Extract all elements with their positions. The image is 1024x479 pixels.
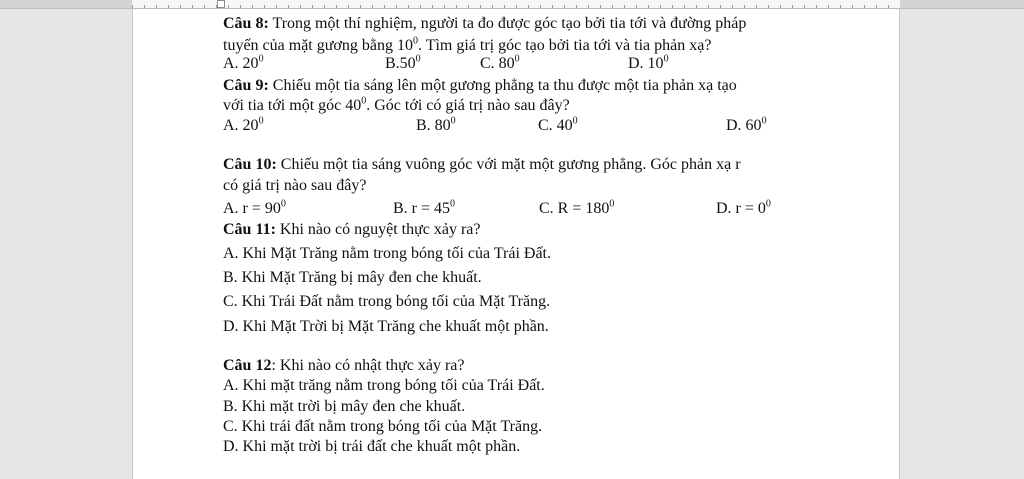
- question-12-option-a: A. Khi mặt trăng nằm trong bóng tối của Trái Đất.: [223, 377, 545, 394]
- question-9-line-1: [223, 76, 737, 95]
- question-11-line-1: [223, 220, 481, 239]
- question-9-text-1: Chiếu một tia sáng lên một gương phẳng ta thu được một tia phản xạ tạo: [268, 77, 737, 94]
- degree-sup: 0: [361, 95, 367, 107]
- question-10-option-a: A. $r = 90^0$: [223, 198, 286, 217]
- horizontal-ruler[interactable]: [0, 0, 1024, 9]
- question-10-option-d: D. $r = 0^0$: [716, 198, 771, 217]
- question-10-line-2: có giá trị nào sau đây?: [223, 177, 367, 194]
- question-9-line-2: [223, 96, 570, 115]
- question-11-option-b: B. Khi Mặt Trăng bị mây đen che khuất.: [223, 269, 482, 286]
- question-8-option-c: C. $80^0$: [480, 53, 520, 72]
- question-8-text-2a: tuyến của mặt gương bằng 10: [223, 37, 413, 54]
- question-11-text-1: Khi nào có nguyệt thực xảy ra?: [275, 221, 481, 238]
- question-12-line-1: [223, 356, 465, 375]
- question-8-line-2: [223, 36, 711, 55]
- question-8-option-a: A. $20^0$: [223, 53, 264, 72]
- question-10-option-b: B. $r = 45^0$: [393, 198, 456, 217]
- question-8-option-b: $B.50^0$: [385, 53, 421, 72]
- question-8-option-d: D. $10^0$: [628, 53, 669, 72]
- question-10-text-1: Chiếu một tia sáng vuông góc với mặt một gương phẳng. Góc phản xạ r: [276, 156, 741, 173]
- question-10-label: Câu 10:: [223, 156, 277, 173]
- question-9-option-d: D. $60^0$: [726, 115, 767, 134]
- question-8-line-1: [223, 14, 746, 33]
- question-10-line-1: [223, 155, 741, 174]
- question-9-text-2a: với tia tới một góc 40: [223, 97, 362, 114]
- question-9-option-c: C. $40^0$: [538, 115, 578, 134]
- question-12-option-b: B. Khi mặt trời bị mây đen che khuất.: [223, 398, 466, 415]
- question-11-option-c: C. Khi Trái Đất nằm trong bóng tối của Mặt Trăng.: [223, 293, 551, 310]
- question-12-label: Câu 12: [223, 357, 272, 374]
- ruler-scale: [132, 0, 900, 8]
- degree-sup: 0: [412, 35, 418, 47]
- question-9-label: Câu 9:: [223, 77, 269, 94]
- question-10-options: [133, 199, 899, 218]
- question-10-option-c: C. $R = 180^0$: [539, 198, 615, 217]
- question-11-option-d: D. Khi Mặt Trời bị Mặt Trăng che khuất một phần.: [223, 318, 549, 335]
- question-9-options: [133, 116, 899, 135]
- question-8-text-2b: . Tìm giá trị góc tạo bởi tia tới và tia phản xạ?: [417, 37, 712, 54]
- document-page[interactable]: [132, 9, 900, 479]
- question-8-label: Câu 8:: [223, 15, 269, 32]
- question-9-text-2b: . Góc tới có giá trị nào sau đây?: [366, 97, 570, 114]
- question-12-option-c: C. Khi trái đất nằm trong bóng tối của Mặt Trăng.: [223, 418, 543, 435]
- question-8-text-1: Trong một thí nghiệm, người ta đo được góc tạo bởi tia tới và đường pháp: [268, 15, 747, 32]
- question-11-label: Câu 11:: [223, 221, 276, 238]
- question-11-option-a: A. Khi Mặt Trăng nằm trong bóng tối của Trái Đất.: [223, 245, 551, 262]
- question-12-text-1: : Khi nào có nhật thực xảy ra?: [271, 357, 465, 374]
- question-9-option-b: B. $80^0$: [416, 115, 456, 134]
- question-8-options: [133, 54, 899, 73]
- question-12-option-d: D. Khi mặt trời bị trái đất che khuất một phần.: [223, 438, 521, 455]
- indent-marker-icon[interactable]: [217, 0, 225, 8]
- question-9-option-a: A. $20^0$: [223, 115, 264, 134]
